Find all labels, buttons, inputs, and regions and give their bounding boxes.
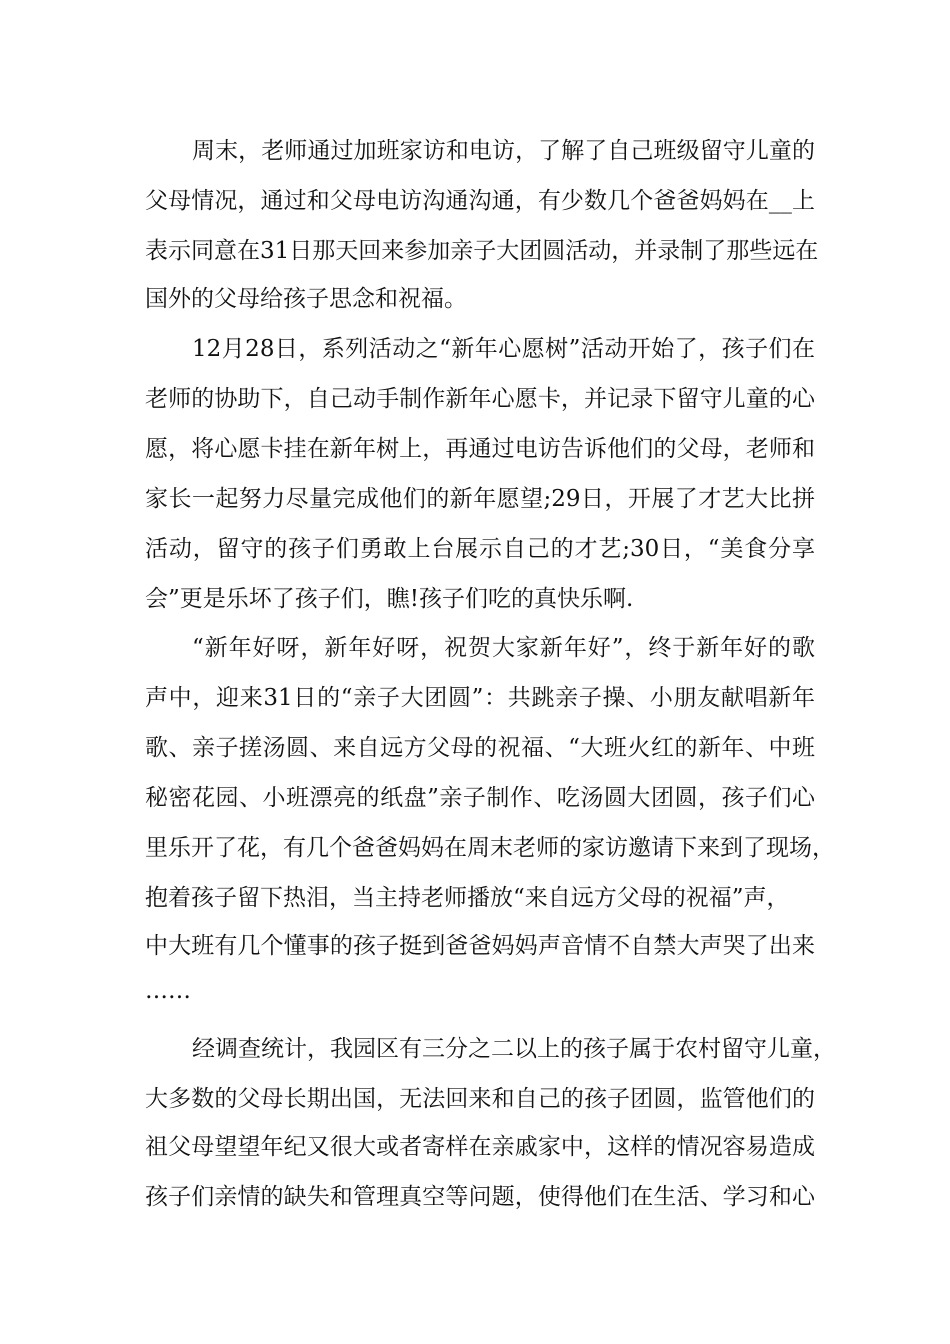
paragraph-4-line-4: 孩子们亲情的缺失和管理真空等问题，使得他们在生活、学习和心	[145, 1184, 815, 1210]
paragraph-3-line-6: 抱着孩子留下热泪，当主持老师播放“来自远方父母的祝福”声，	[145, 885, 790, 911]
paragraph-2-line-1: 12月28日，系列活动之“新年心愿树”活动开始了，孩子们在	[192, 336, 815, 362]
paragraph-4-line-2: 大多数的父母长期出国，无法回来和自己的孩子团圆，监管他们的	[145, 1086, 815, 1112]
paragraph-4-line-1: 经调查统计，我园区有三分之二以上的孩子属于农村留守儿童，	[192, 1036, 836, 1062]
paragraph-3-line-5: 里乐开了花，有几个爸爸妈妈在周末老师的家访邀请下来到了现场，	[145, 835, 835, 861]
paragraph-4-line-3: 祖父母望望年纪又很大或者寄样在亲戚家中，这样的情况容易造成	[145, 1134, 815, 1160]
paragraph-2-line-3: 愿，将心愿卡挂在新年树上，再通过电访告诉他们的父母，老师和	[145, 436, 815, 462]
paragraph-3-line-3: 歌、亲子搓汤圆、来自远方父母的祝福、“大班火红的新年、中班	[145, 735, 815, 761]
paragraph-2-line-5: 活动，留守的孩子们勇敢上台展示自己的才艺;30日，“美食分享	[145, 536, 815, 562]
paragraph-3-line-7: 中大班有几个懂事的孩子挺到爸爸妈妈声音情不自禁大声哭了出来	[145, 933, 815, 959]
paragraph-3-line-4: 秘密花园、小班漂亮的纸盘”亲子制作、吃汤圆大团圆，孩子们心	[145, 785, 815, 811]
paragraph-3-line-1: “新年好呀，新年好呀，祝贺大家新年好”，终于新年好的歌	[192, 635, 815, 661]
paragraph-1-line-2: 父母情况，通过和父母电访沟通沟通，有少数几个爸爸妈妈在__上	[145, 188, 815, 214]
paragraph-2-line-4: 家长一起努力尽量完成他们的新年愿望;29日，开展了才艺大比拼	[145, 486, 815, 512]
paragraph-3-line-8: ……	[145, 978, 191, 1004]
paragraph-2-line-6: 会”更是乐坏了孩子们，瞧!孩子们吃的真快乐啊.	[145, 586, 634, 612]
paragraph-1-line-1: 周末，老师通过加班家访和电访，了解了自己班级留守儿童的	[192, 138, 815, 164]
paragraph-1-line-4: 国外的父母给孩子思念和祝福。	[145, 286, 467, 312]
paragraph-3-line-2: 声中，迎来31日的“亲子大团圆”：共跳亲子操、小朋友献唱新年	[145, 685, 815, 711]
paragraph-1-line-3: 表示同意在31日那天回来参加亲子大团圆活动，并录制了那些远在	[145, 238, 819, 264]
paragraph-2-line-2: 老师的协助下，自己动手制作新年心愿卡，并记录下留守儿童的心	[145, 386, 815, 412]
